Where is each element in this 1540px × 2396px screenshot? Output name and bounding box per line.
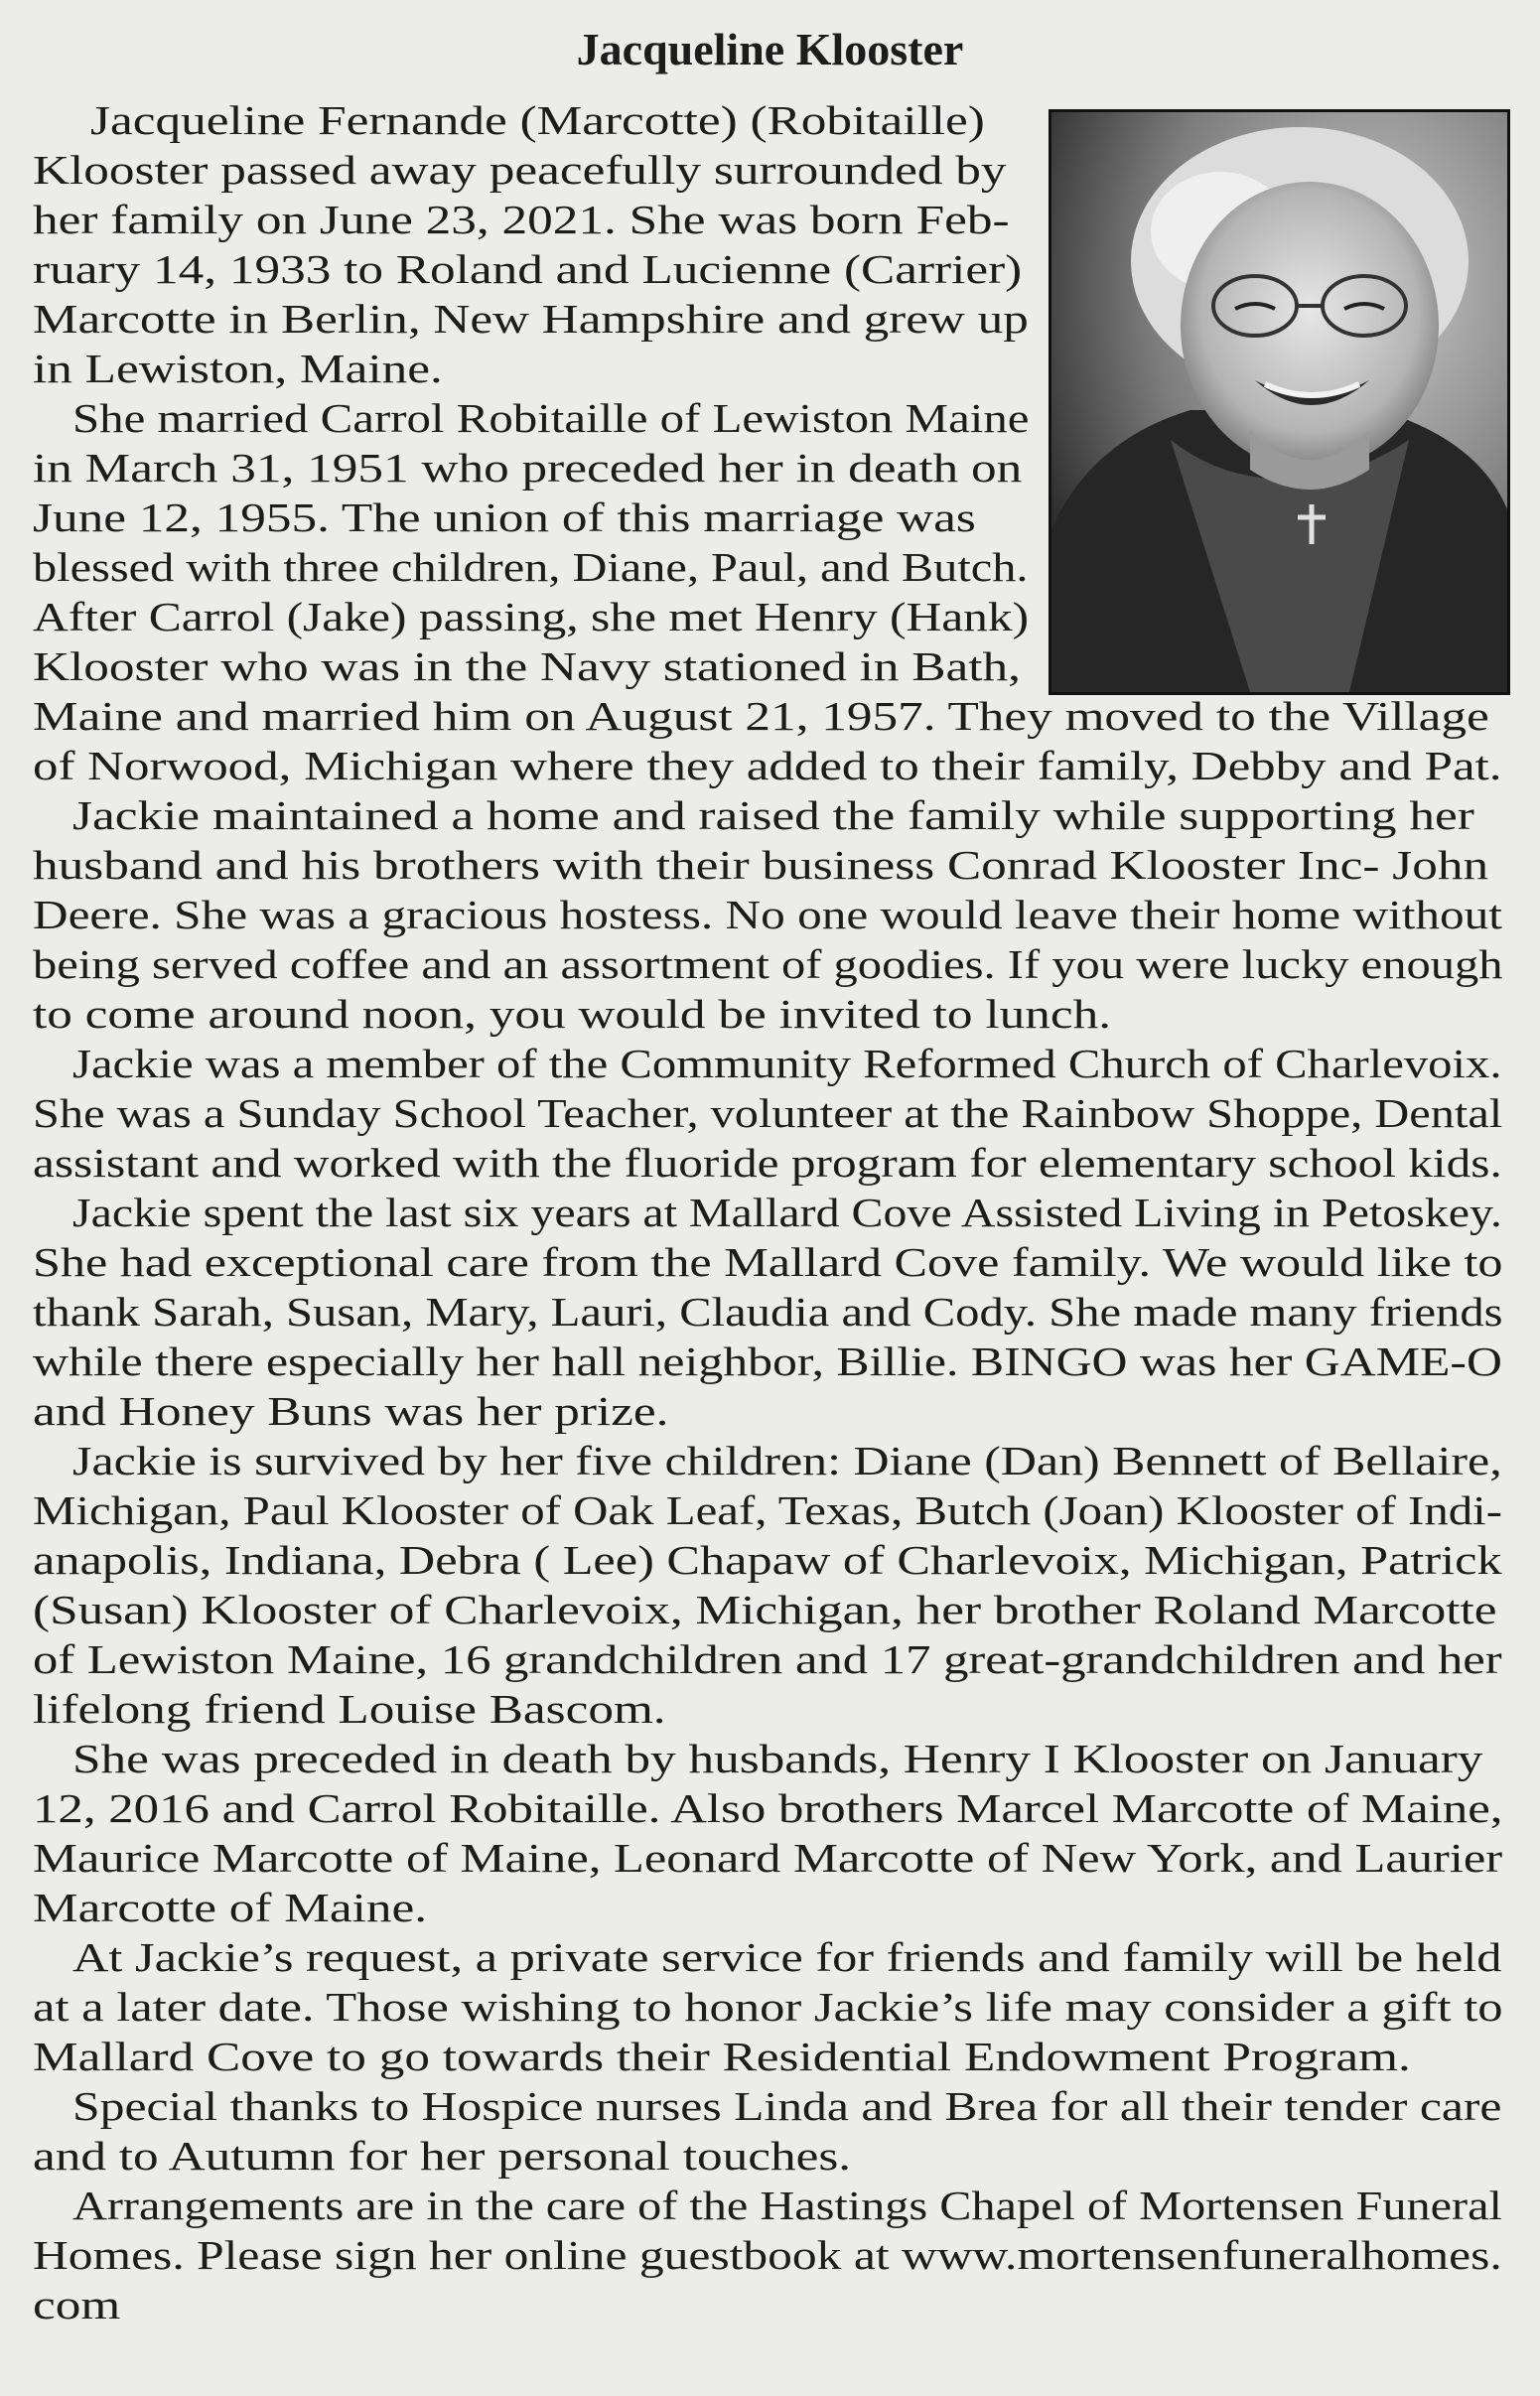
text-line: in March 31, 1951 who preceded her in death on: [33, 445, 1023, 491]
text-line: 12, 2016 and Carrol Robitaille. Also brothers Marcel Marcotte of Maine,: [33, 1785, 1503, 1831]
text-line: and Honey Buns was her prize.: [33, 1388, 669, 1434]
text-line: com: [33, 2282, 121, 2327]
text-line: Deere. She was a gracious hostess. No one would leave their home without: [33, 892, 1502, 937]
text-line: Klooster who was in the Navy stationed in Bath,: [33, 643, 1021, 689]
text-line: At Jackie’s request, a private service for friends and family will be held: [72, 1934, 1502, 1980]
text-line: Arrangements are in the care of the Hastings Chapel of Mortensen Funeral: [72, 2183, 1502, 2228]
text-line: Homes. Please sign her online guestbook at www.mortensenfuneralhomes.: [33, 2232, 1502, 2278]
text-line: thank Sarah, Susan, Mary, Lauri, Claudia and Cody. She made many friends: [33, 1289, 1503, 1335]
text-line: Jackie is survived by her five children: Diane (Dan) Bennett of Bellaire,: [72, 1438, 1502, 1483]
text-line: assistant and worked with the fluoride program for elementary school kids.: [33, 1140, 1502, 1186]
text-line: of Lewiston Maine, 16 grandchildren and 17 great-grandchildren and her: [33, 1636, 1502, 1682]
text-line: She married Carrol Robitaille of Lewiston Maine: [72, 395, 1030, 441]
text-line: blessed with three children, Diane, Paul, and Butch.: [33, 544, 1029, 590]
text-line: After Carrol (Jake) passing, she met Henry (Hank): [33, 594, 1030, 639]
text-line: her family on June 23, 2021. She was born Feb-: [33, 197, 1010, 242]
text-line: She had exceptional care from the Mallard Cove family. We would like to: [33, 1239, 1503, 1285]
text-line: Maine and married him on August 21, 1957. They moved to the Village: [33, 693, 1489, 739]
text-line: husband and his brothers with their business Conrad Klooster Inc- John: [33, 842, 1489, 888]
text-line: She was a Sunday School Teacher, volunteer at the Rainbow Shoppe, Dental: [33, 1090, 1503, 1136]
obituary-title: Jacqueline Klooster: [576, 24, 964, 74]
text-line: Special thanks to Hospice nurses Linda and Brea for all their tender care: [72, 2083, 1502, 2129]
portrait-image: [1051, 112, 1507, 692]
text-line: at a later date. Those wishing to honor Jackie’s life may consider a gift to: [33, 1984, 1503, 2030]
text-line: being served coffee and an assortment of goodies. If you were lucky enough: [33, 941, 1503, 987]
text-line: of Norwood, Michigan where they added to their family, Debby and Pat.: [33, 743, 1502, 788]
text-line: Maurice Marcotte of Maine, Leonard Marcotte of New York, and Laurier: [33, 1835, 1503, 1881]
text-line: Jackie was a member of the Community Reformed Church of Charlevoix.: [72, 1041, 1502, 1086]
text-line: anapolis, Indiana, Debra ( Lee) Chapaw of Charlevoix, Michigan, Patrick: [33, 1537, 1502, 1583]
text-line: Klooster passed away peacefully surrounded by: [33, 147, 1007, 193]
text-line: Marcotte of Maine.: [33, 1885, 428, 1930]
text-line: Jackie maintained a home and raised the family while supporting her: [72, 792, 1474, 838]
text-line: Mallard Cove to go towards their Residential Endowment Program.: [33, 2034, 1411, 2079]
portrait-photo: [1049, 109, 1510, 695]
text-line: Jacqueline Fernande (Marcotte) (Robitaille): [90, 97, 985, 143]
text-line: ruary 14, 1933 to Roland and Lucienne (Carrier): [33, 246, 1023, 292]
text-line: Marcotte in Berlin, New Hampshire and grew up: [33, 296, 1029, 342]
text-line: and to Autumn for her personal touches.: [33, 2133, 852, 2179]
text-line: lifelong friend Louise Bascom.: [33, 1686, 666, 1732]
text-line: to come around noon, you would be invited to lunch.: [33, 991, 1112, 1037]
text-line: Jackie spent the last six years at Mallard Cove Assisted Living in Petoskey.: [72, 1190, 1502, 1235]
text-line: Michigan, Paul Klooster of Oak Leaf, Texas, Butch (Joan) Klooster of Indi-: [33, 1487, 1503, 1533]
text-line: June 12, 1955. The union of this marriage was: [33, 494, 976, 540]
text-line: while there especially her hall neighbor, Billie. BINGO was her GAME-O: [33, 1339, 1502, 1384]
text-line: (Susan) Klooster of Charlevoix, Michigan, her brother Roland Marcotte: [33, 1587, 1497, 1632]
text-line: in Lewiston, Maine.: [33, 346, 443, 391]
text-line: She was preceded in death by husbands, Henry I Klooster on January: [72, 1736, 1483, 1781]
